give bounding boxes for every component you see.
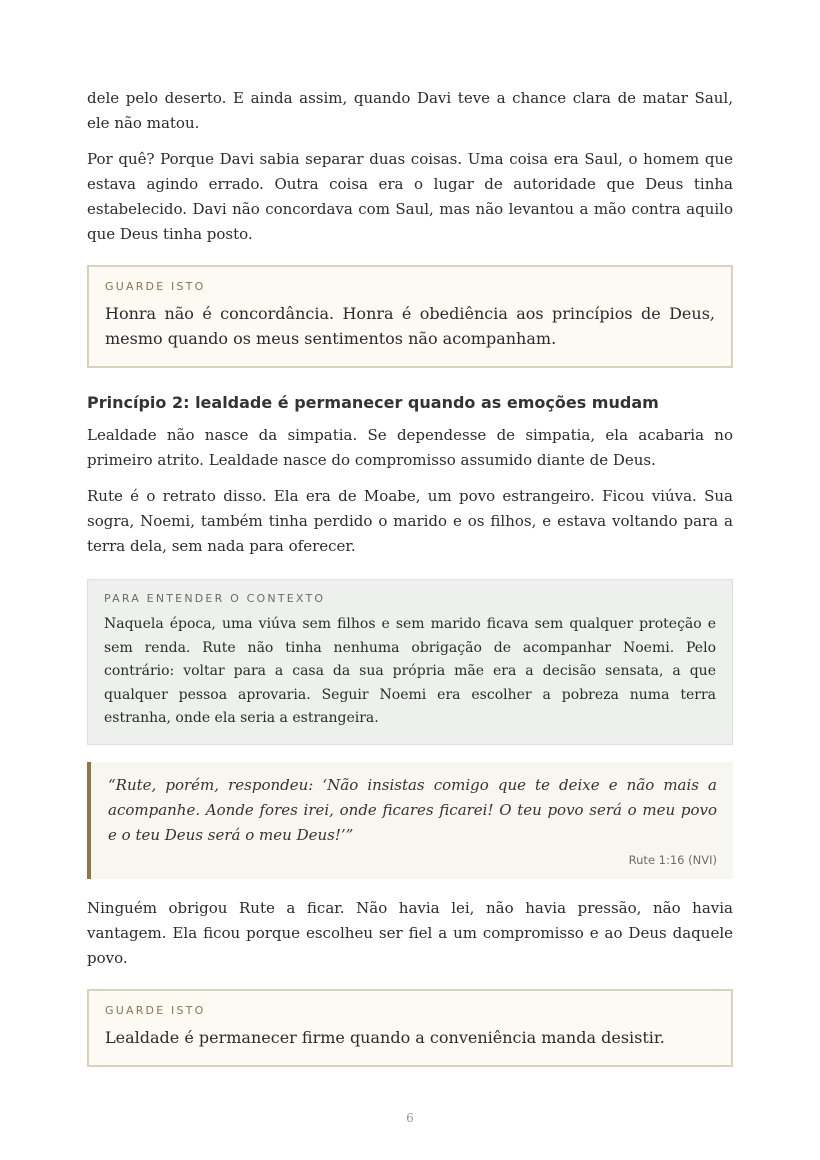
callout-label: GUARDE ISTO [105,280,206,293]
quote-reference: Rute 1:16 (NVI) [628,852,717,867]
context-text: Naquela época, uma viúva sem filhos e sem marido ficava sem qualquer proteção e sem renda. Rute não tinha nenhuma obrigação de acompanhar Noemi. Pelo contrário: voltar para a casa da sua própria mãe era a decisão sensata, a que qualquer pessoa aprovaria. Seguir Noemi era escolher a pobreza numa terra estranha, onde ela seria a estrangeira. [104,616,716,726]
callout-text: Lealdade é permanecer firme quando a conveniência manda desistir. [105,1027,665,1047]
callout-keep-this [87,989,733,1067]
callout-label: GUARDE ISTO [105,1003,206,1017]
context-label: PARA ENTENDER O CONTEXTO [104,592,326,605]
page-content [87,86,733,1091]
quote-text: “Rute, porém, respondeu: ‘Não insistas comigo que te deixe e não mais a acompanhe. Aonde fores irei, onde ficares ficarei! O teu povo será o meu povo e o teu Deus será o meu Deus!’” [108,775,717,844]
paragraph: Por quê? Porque Davi sabia separar duas coisas. Uma coisa era Saul, o homem que estava agindo errado. Outra coisa era o lugar de autoridade que Deus tinha estabelecido. Davi não concordava com Saul, mas não levantou a mão contra aquilo que Deus tinha posto. [87,150,733,243]
callout-text: Honra não é concordância. Honra é obediência aos princípios de Deus, mesmo quando os meus sentimentos não acompanham. [105,304,715,348]
callout-keep-this [87,265,733,368]
paragraph: Ninguém obrigou Rute a ficar. Não havia lei, não havia pressão, não havia vantagem. Ela ficou porque escolheu ser fiel a um compromisso e ao Deus daquele povo. [87,898,733,967]
paragraph: Rute é o retrato disso. Ela era de Moabe, um povo estrangeiro. Ficou viúva. Sua sogra, Noemi, também tinha perdido o marido e os filhos, e estava voltando para a terra dela, sem nada para oferecer. [87,487,733,555]
context-box [87,579,733,745]
section-heading: Princípio 2: lealdade é permanecer quando as emoções mudam [87,393,659,412]
scripture-quote [87,762,733,879]
page-number: 6 [406,1111,414,1125]
paragraph: Lealdade não nasce da simpatia. Se dependesse de simpatia, ela acabaria no primeiro atrito. Lealdade nasce do compromisso assumido diante de Deus. [87,426,733,469]
paragraph: dele pelo deserto. E ainda assim, quando Davi teve a chance clara de matar Saul, ele não matou. [87,89,733,132]
